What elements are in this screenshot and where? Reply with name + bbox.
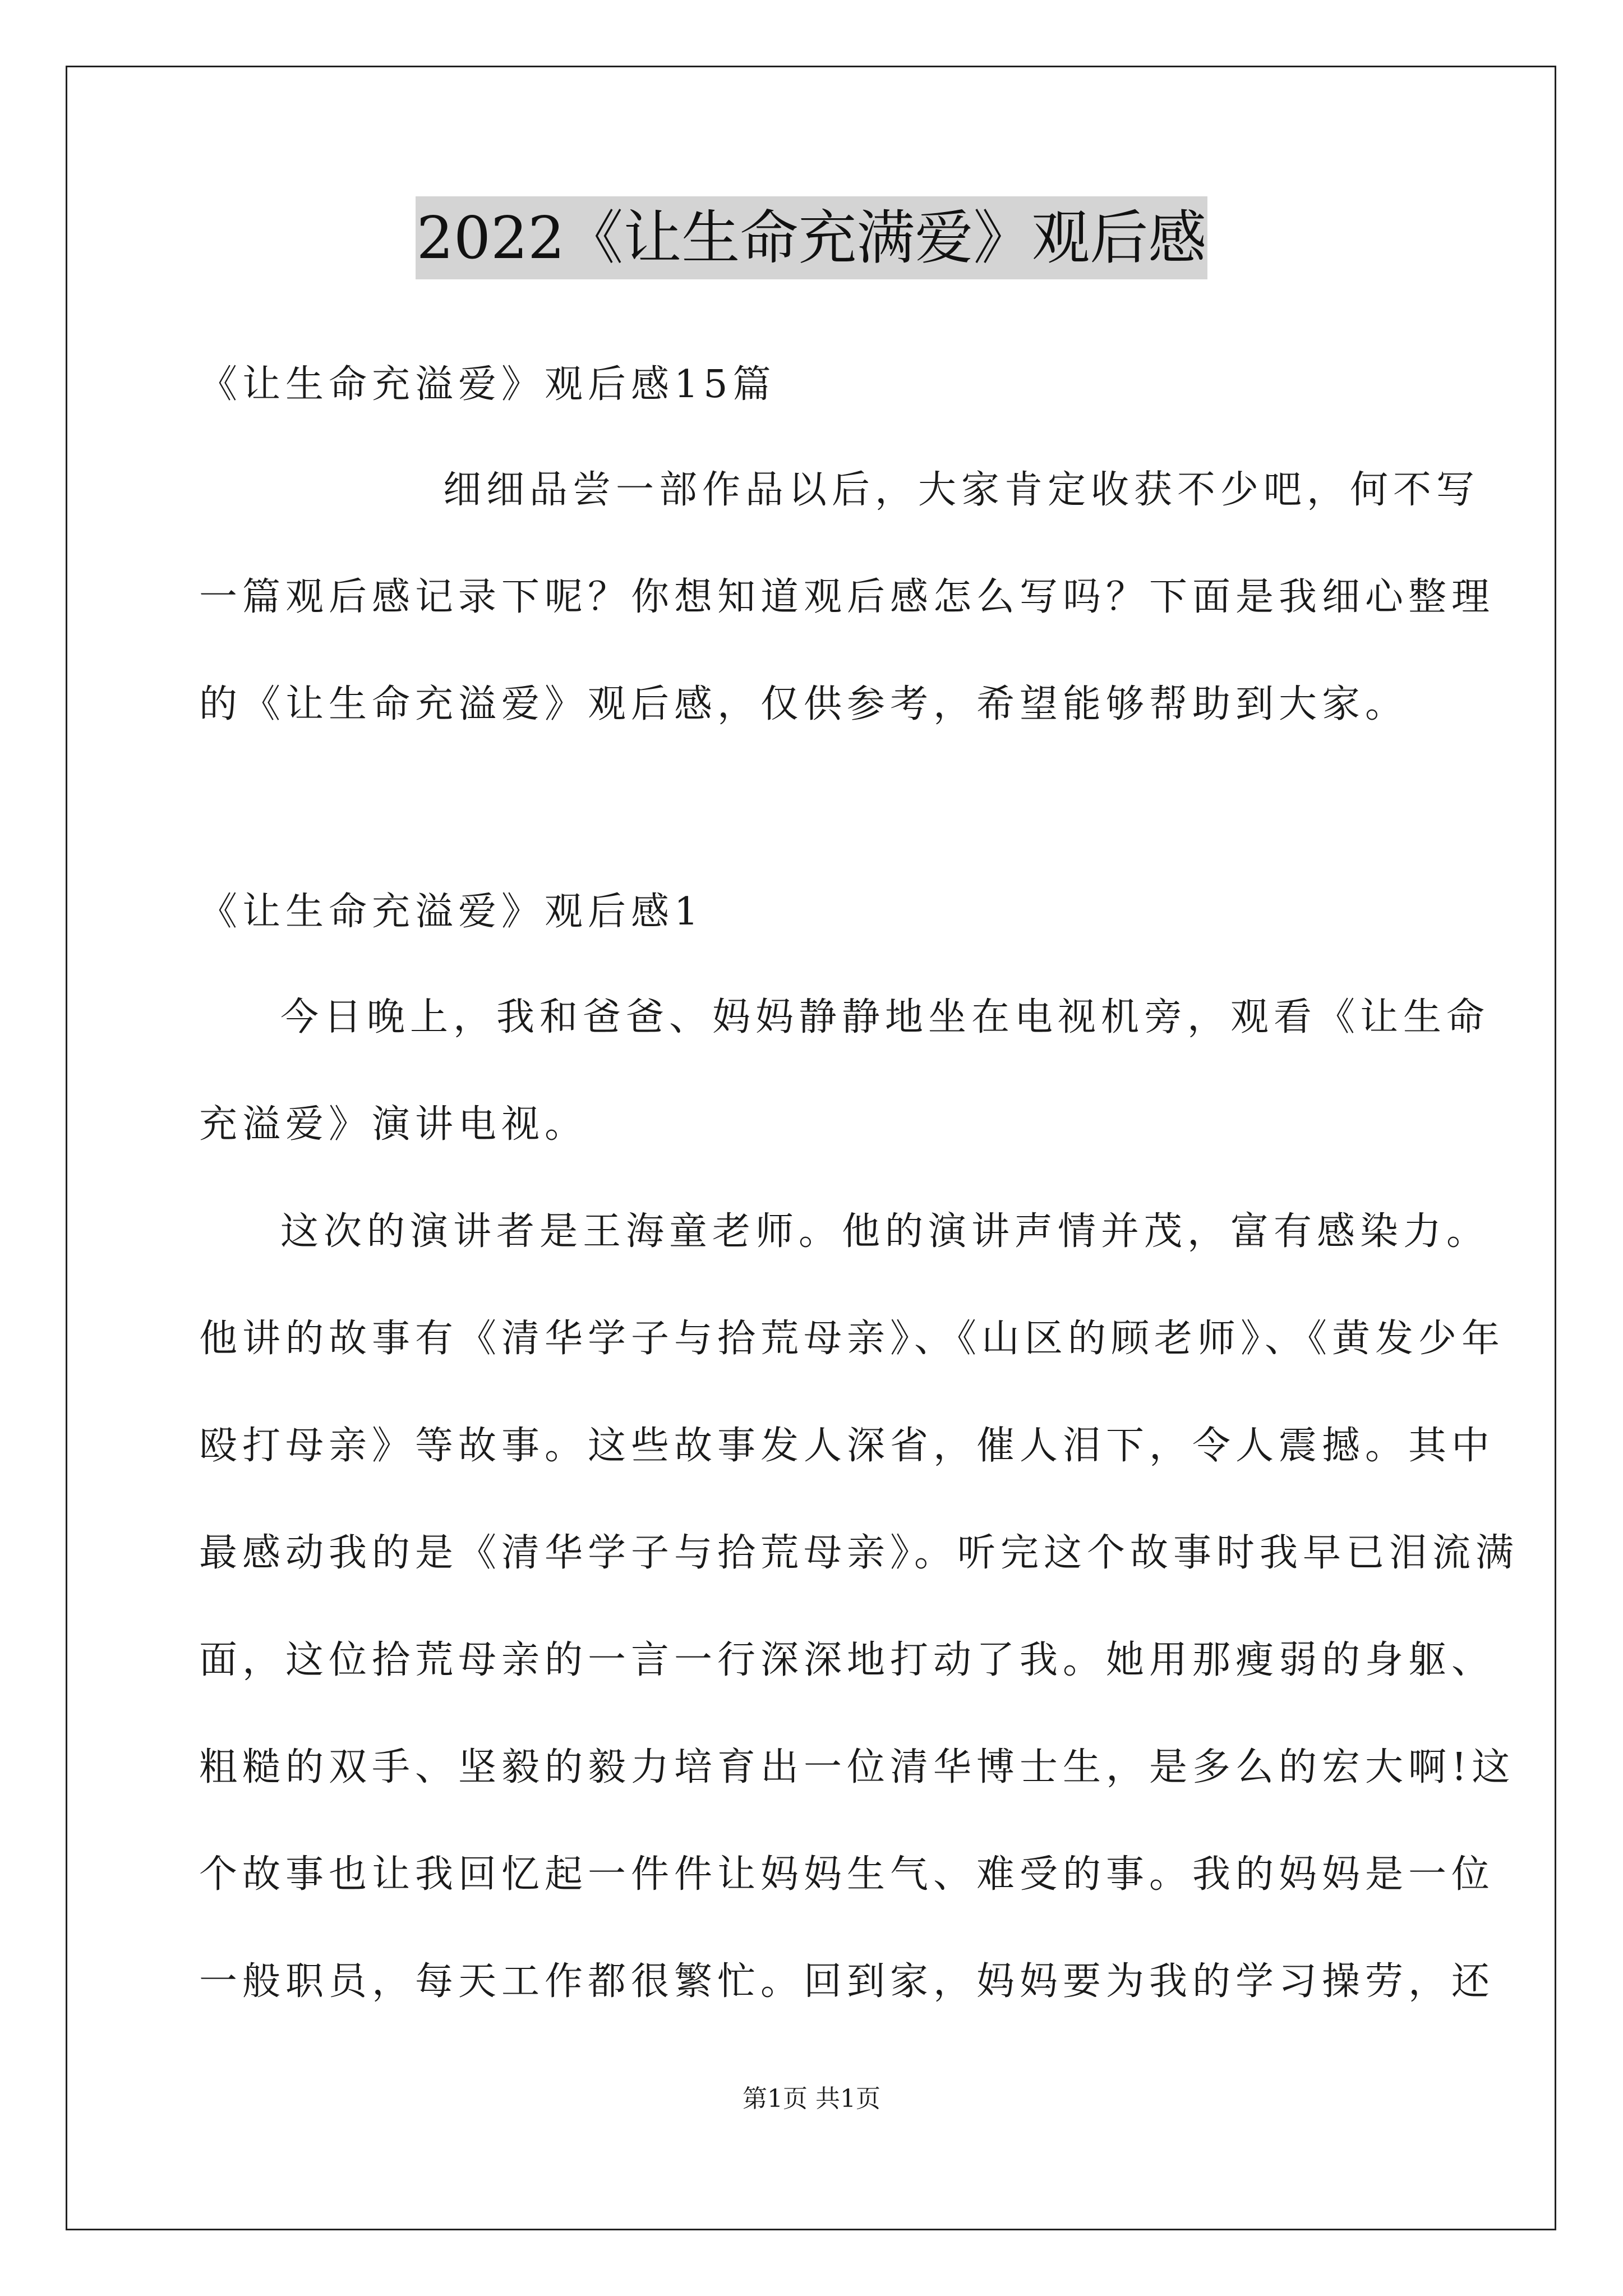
paragraph-2-line-2: 他讲的故事有《清华学子与拾荒母亲》、《山区的顾老师》、《黄发少年 [199, 1317, 1505, 1361]
paragraph-2-line-7: 个故事也让我回忆起一件件让妈妈生气、难受的事。我的妈妈是一位 [199, 1852, 1495, 1897]
section-heading: 《让生命充溢爱》观后感1 [199, 890, 704, 934]
intro-line-2: 一篇观后感记录下呢？你想知道观后感怎么写吗？下面是我细心整理 [199, 575, 1495, 619]
document-title: 2022《让生命充满爱》观后感 [416, 196, 1208, 279]
paragraph-2-line-5: 面，这位拾荒母亲的一言一行深深地打动了我。她用那瘦弱的身躯、 [199, 1638, 1495, 1682]
subtitle: 《让生命充溢爱》观后感15篇 [199, 362, 776, 407]
paragraph-2-line-1: 这次的演讲者是王海童老师。他的演讲声情并茂，富有感染力。 [280, 1209, 1490, 1254]
intro-line-1: 细细品尝一部作品以后，大家肯定收获不少吧，何不写 [443, 468, 1480, 512]
page-footer: 第1页 共1页 [743, 2085, 880, 2113]
paragraph-2-line-3: 殴打母亲》等故事。这些故事发人深省，催人泪下，令人震撼。其中 [199, 1424, 1495, 1468]
paragraph-1-line-2: 充溢爱》演讲电视。 [199, 1102, 588, 1147]
title-container [0, 196, 1623, 279]
intro-line-3: 的《让生命充溢爱》观后感，仅供参考，希望能够帮助到大家。 [199, 682, 1409, 726]
paragraph-2-line-8: 一般职员，每天工作都很繁忙。回到家，妈妈要为我的学习操劳，还 [199, 1959, 1495, 2004]
paragraph-2-line-6: 粗糙的双手、坚毅的毅力培育出一位清华博士生，是多么的宏大啊!这 [199, 1745, 1515, 1789]
paragraph-1-line-1: 今日晚上，我和爸爸、妈妈静静地坐在电视机旁，观看《让生命 [280, 995, 1490, 1039]
paragraph-2-line-4: 最感动我的是《清华学子与拾荒母亲》。听完这个故事时我早已泪流满 [199, 1531, 1519, 1575]
